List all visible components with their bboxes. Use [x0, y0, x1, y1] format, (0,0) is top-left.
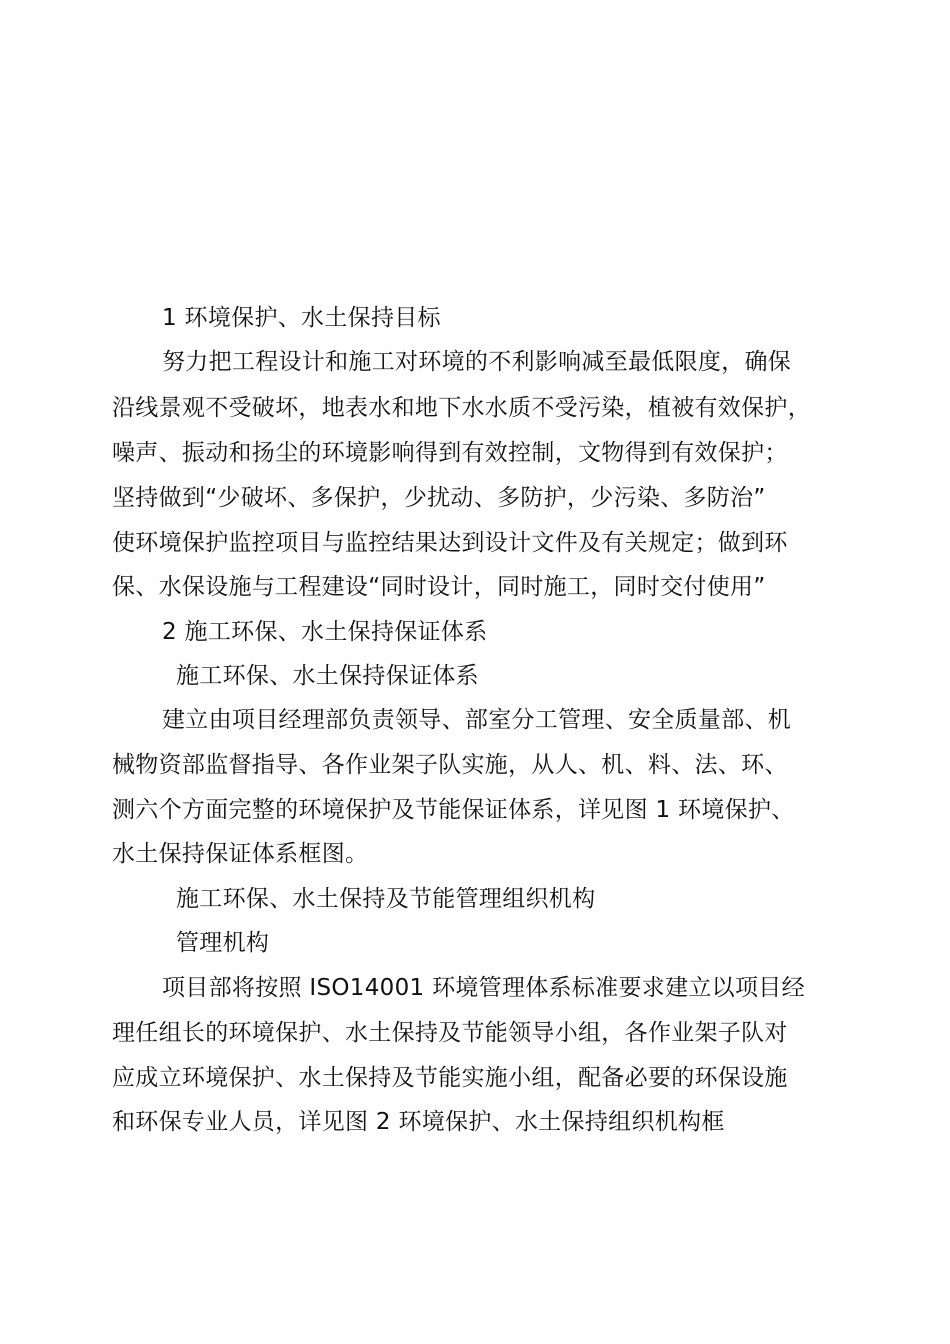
section-1-paragraph-line: 使环境保护监控项目与监控结果达到设计文件及有关规定；做到环	[112, 530, 788, 556]
section-1-paragraph-line: 努力把工程设计和施工对环境的不利影响减至最低限度，确保	[162, 349, 792, 375]
section-3-paragraph-line: 项目部将按照 ISO14001 环境管理体系标准要求建立以项目经	[162, 975, 805, 1001]
section-1-heading: 1 环境保护、水土保持目标	[162, 305, 441, 331]
section-1-paragraph-line: 噪声、振动和扬尘的环境影响得到有效控制，文物得到有效保护；	[112, 440, 788, 466]
section-3-paragraph-line: 理任组长的环境保护、水土保持及节能领导小组，各作业架子队对	[112, 1020, 788, 1046]
section-2-paragraph-line: 水土保持保证体系框图。	[112, 841, 369, 867]
section-3-paragraph-line: 应成立环境保护、水土保持及节能实施小组，配备必要的环保设施	[112, 1065, 788, 1091]
section-2-paragraph-line: 建立由项目经理部负责领导、部室分工管理、安全质量部、机	[162, 707, 792, 733]
section-3-paragraph-line: 和环保专业人员，详见图 2 环境保护、水土保持组织机构框	[112, 1109, 725, 1135]
section-2-paragraph-line: 测六个方面完整的环境保护及节能保证体系，详见图 1 环境保护、	[112, 797, 795, 823]
section-3-subheading: 施工环保、水土保持及节能管理组织机构	[176, 886, 596, 912]
section-3-subsubheading: 管理机构	[176, 930, 270, 956]
section-1-paragraph-line: 坚持做到“少破坏、多保护，少扰动、多防护，少污染、多防治”	[112, 485, 766, 511]
section-2-heading: 2 施工环保、水土保持保证体系	[162, 619, 488, 645]
section-2-paragraph-line: 械物资部监督指导、各作业架子队实施，从人、机、料、法、环、	[112, 752, 788, 778]
section-2-subheading: 施工环保、水土保持保证体系	[176, 663, 479, 689]
section-1-paragraph-line: 保、水保设施与工程建设“同时设计，同时施工，同时交付使用”	[112, 574, 766, 600]
section-1-paragraph-line: 沿线景观不受破坏，地表水和地下水水质不受污染，植被有效保护，	[112, 395, 811, 421]
